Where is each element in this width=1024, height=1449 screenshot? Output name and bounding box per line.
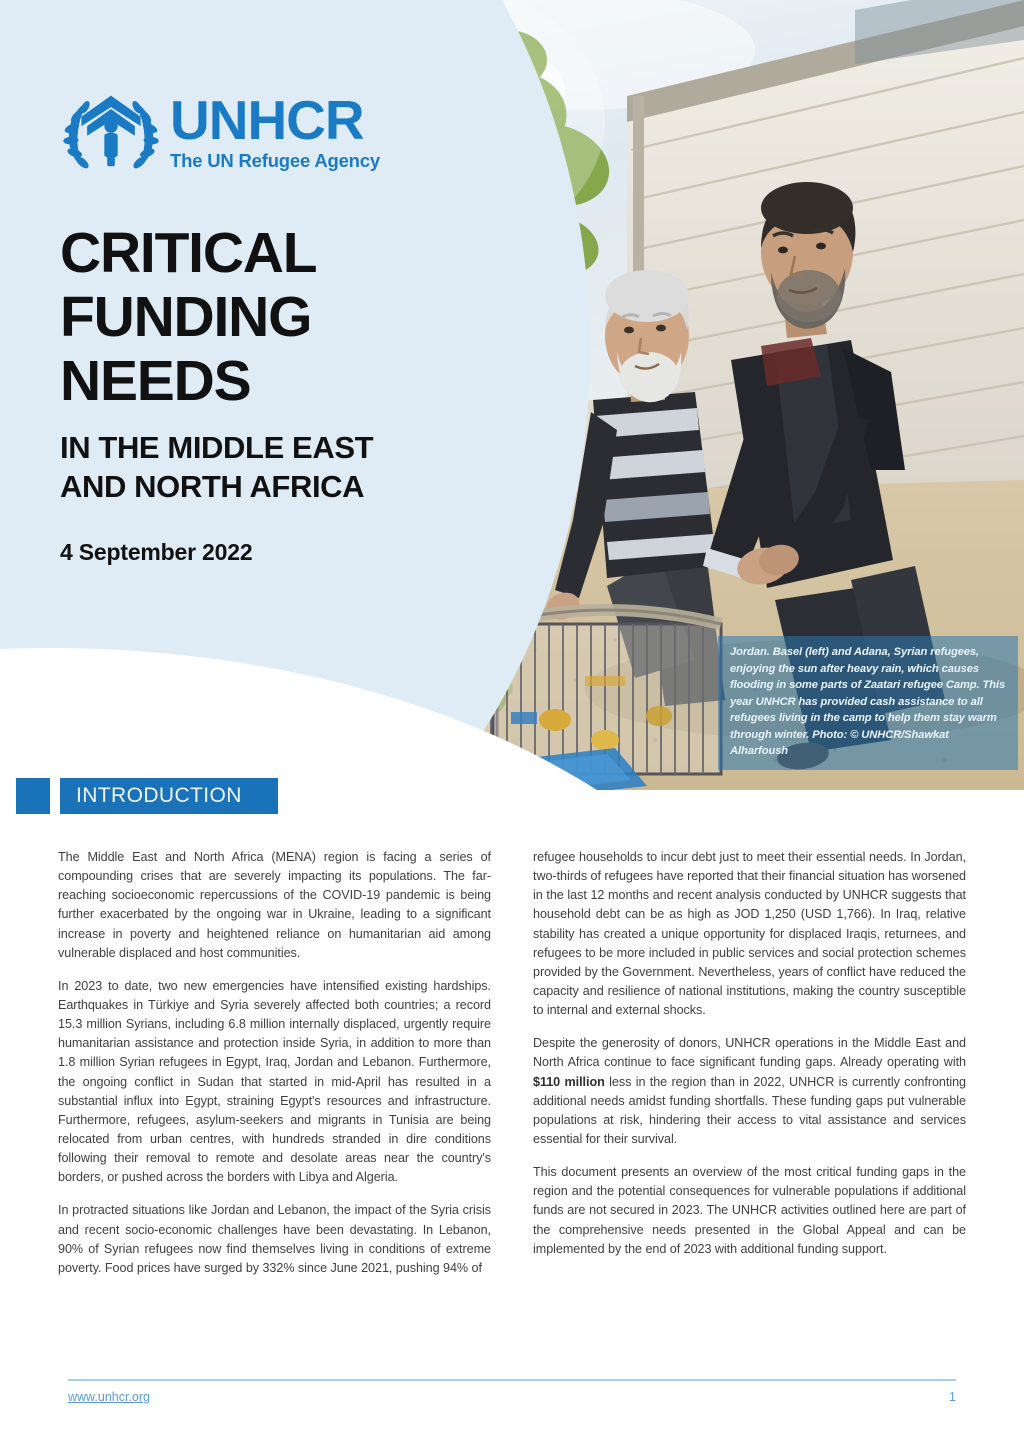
page-number: 1	[949, 1390, 956, 1404]
footer-divider	[68, 1379, 956, 1381]
subtitle-line-1: IN THE MIDDLE EAST	[60, 430, 374, 466]
publication-date: 4 September 2022	[60, 538, 253, 565]
unhcr-emblem-icon	[58, 88, 164, 172]
logo-tagline: The UN Refugee Agency	[170, 150, 380, 172]
title-line-3: NEEDS	[60, 348, 251, 413]
body-column-right	[533, 848, 966, 1278]
section-heading	[16, 778, 278, 814]
paragraph: In 2023 to date, two new emergencies have intensified existing hardships. Earthquakes in Türkiye and Syria severely affected both countries; a record 15.3 million Syrians, including 6.8 million internally displaced, urgently require humanitarian assistance and protection inside Syria, in addition to more than 1.8 million Syrian refugees in Egypt, Iraq, Jordan and Lebanon. Furthermore, the ongoing conflict in Sudan that started in mid-April has resulted in a substantial influx into Egypt, straining Egypt's resources and infrastructure. Furthermore, refugees, asylum-seekers and migrants in Tunisia are being relocated from urban centres, with hundreds stranded in dire conditions following their removal to remote and desolate areas near the country's borders, or pushed across the borders with Libya and Algeria.	[58, 978, 491, 1185]
paragraph: In protracted situations like Jordan and Lebanon, the impact of the Syria crisis and recent socio-economic challenges have been devastating. In Lebanon, 90% of Syrian refugees now find themselves living in conditions of extreme poverty. Food prices have surged by 332% since June 2021, pushing 94% of	[58, 1203, 491, 1275]
unhcr-logo	[58, 88, 380, 172]
body-columns	[58, 848, 966, 1278]
body-column-left	[58, 848, 491, 1278]
subtitle-line-2: AND NORTH AFRICA	[60, 469, 365, 505]
photo-caption-text: Jordan. Basel (left) and Adana, Syrian refugees, enjoying the sun after heavy rain, which causes flooding in some parts of Zaatari refugee Camp. This year UNHCR has provided cash assistance to all refugees living in the camp to help them stay warm through winter. Photo: © UNHCR/Shawkat Alharfoush	[730, 646, 1006, 758]
paragraph: The Middle East and North Africa (MENA) region is facing a series of compounding crises that are severely impacting its populations. The far-reaching socioeconomic repercussions of the COVID-19 pandemic is being further exacerbated by the ongoing war in Ukraine, leading to a significant increase in poverty and heightened reliance on humanitarian aid among vulnerable displaced and host communities.	[58, 850, 491, 960]
cover-title-block	[60, 222, 373, 566]
section-heading-bar	[60, 778, 278, 814]
photo-caption	[718, 636, 1018, 770]
logo-wordmark: UNHCR	[170, 89, 364, 151]
section-accent-square	[16, 778, 50, 814]
paragraph: Despite the generosity of donors, UNHCR operations in the Middle East and North Africa continue to face significant funding gaps. Already operating with $110 million less in the region than in 2022, UNHCR is currently confronting additional needs amidst funding shortfalls. These funding gaps put vulnerable populations at risk, hindering their access to vital assistance and services essential for their survival.	[533, 1036, 966, 1146]
footer-website-link[interactable]: www.unhcr.org	[68, 1390, 150, 1404]
section-heading-label: INTRODUCTION	[76, 784, 242, 807]
paragraph: This document presents an overview of the most critical funding gaps in the region and the potential consequences for vulnerable populations if additional funds are not secured in 2023. The UNHCR activities outlined here are part of the comprehensive needs presented in the Global Appeal and can be implemented by the end of 2023 with additional funding support.	[533, 1165, 966, 1256]
title-line-2: FUNDING	[60, 284, 312, 349]
funding-gap-highlight: $110 million	[533, 1074, 605, 1089]
title-line-1: CRITICAL	[60, 221, 317, 285]
page-footer	[68, 1390, 956, 1404]
paragraph: refugee households to incur debt just to meet their essential needs. In Jordan, two-thirds of refugees have reported that their financial situation has worsened in the last 12 months and recent analysis conducted by UNHCR suggests that household debt can be as high as JOD 1,250 (USD 1,766). In Iraq, relative stability has created a unique opportunity for displaced Iraqis, returnees, and refugees to be more included in public services and social protection schemes provided by the Government. Nevertheless, years of conflict have reduced the capacity and resilience of national institutions, making the country susceptible to internal and external shocks.	[533, 850, 966, 1018]
